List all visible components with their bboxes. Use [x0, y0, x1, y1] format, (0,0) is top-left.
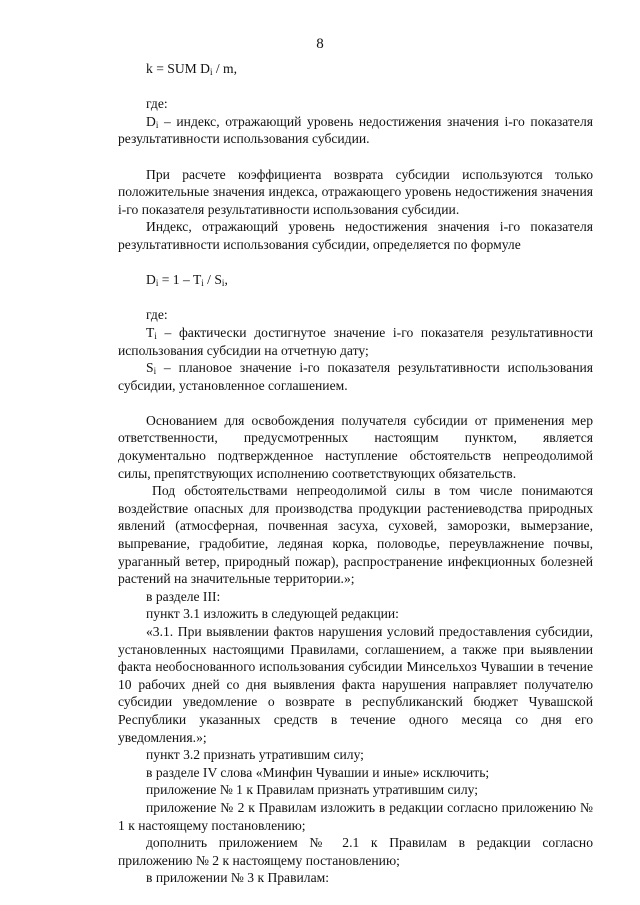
paragraph-text: – фактически достигнутое значение i-го показателя результативности использования субсидии на отчетную дату;	[118, 324, 593, 358]
paragraph-text: = 1 – T	[158, 272, 202, 288]
paragraph-text: где:	[146, 307, 168, 323]
document-body	[118, 60, 593, 887]
paragraph	[118, 746, 593, 764]
paragraph	[118, 781, 593, 799]
paragraph-text: S	[146, 360, 154, 376]
paragraph-text: k = SUM D	[146, 61, 210, 76]
paragraph	[118, 60, 593, 78]
paragraph-text: Основанием для освобождения получателя субсидии от применения мер ответственности, предусмотренных настоящим пунктом, является документально подтвержденное наступление обстоятельств непреодолимой силы, препятствующих исполнению соответствующих обязательств.	[118, 412, 593, 481]
paragraph-text: в разделе III:	[146, 588, 221, 604]
paragraph-text: D	[146, 272, 156, 288]
paragraph-text: – плановое значение i-го показателя результативности использования субсидии, установленное соглашением.	[118, 360, 593, 393]
paragraph	[118, 834, 593, 869]
paragraph	[118, 359, 593, 394]
subscript: i	[153, 366, 157, 377]
paragraph-text: Под обстоятельствами непреодолимой силы в том числе понимаются воздействие опасных для производства продукции растениеводства природных явлений (атмосферная, почвенная засуха, суховей, заморозки, вымерзание, выпревание, градобитие, ледяная корка, половодье, переувлажнение почвы, ураганный ветер, природный пожар), распространение инфекционных болезней растений на значительные территории.»;	[118, 483, 593, 587]
paragraph-text: приложение № 2 к Правилам изложить в редакции согласно приложению № 1 к настоящему постановлению;	[118, 799, 593, 833]
subscript: i	[221, 278, 225, 289]
paragraph	[118, 412, 593, 482]
paragraph-text: приложение № 1 к Правилам признать утратившим силу;	[146, 782, 478, 798]
paragraph-text: T	[146, 324, 155, 340]
subscript: i	[201, 278, 204, 289]
paragraph-text: ,	[224, 272, 228, 288]
paragraph	[118, 799, 593, 834]
paragraph	[118, 324, 593, 359]
paragraph	[118, 113, 593, 148]
paragraph-text: – индекс, отражающий уровень недостижения значения i-го показателя результативности использования субсидии.	[118, 113, 593, 147]
paragraph	[118, 869, 593, 887]
paragraph	[118, 95, 593, 113]
paragraph-text: пункт 3.1 изложить в следующей редакции:	[146, 606, 399, 622]
subscript: i	[154, 330, 157, 341]
paragraph-text: где:	[146, 96, 168, 112]
blank-line	[118, 394, 593, 412]
subscript: i	[209, 67, 213, 77]
paragraph-text: «3.1. При выявлении фактов нарушения условий предоставления субсидии, установленных настоящими Правилами, соглашением, а также при выявлении факта необоснованного использования субсидии Минсельхоз Чувашии в течение 10 рабочих дней со дня выявления факта нарушения направляет получателю субсидии уведомление о возврате в республиканский бюджет Чувашской Республики указанных средств в течение одного месяца со дня его уведомления.»;	[118, 624, 593, 745]
paragraph-text: в приложении № 3 к Правилам:	[146, 870, 329, 886]
paragraph	[118, 588, 593, 606]
paragraph-text: D	[146, 113, 156, 129]
blank-line	[118, 78, 593, 96]
subscript: i	[155, 278, 159, 289]
paragraph-text: в разделе IV слова «Минфин Чувашии и иные» исключить;	[146, 764, 490, 780]
paragraph-text: / S	[203, 272, 222, 288]
page-number: 8	[316, 36, 324, 52]
paragraph	[118, 623, 593, 746]
blank-line	[118, 289, 593, 307]
paragraph	[118, 764, 593, 782]
blank-line	[118, 254, 593, 272]
paragraph-text: / m,	[212, 61, 238, 76]
paragraph	[118, 218, 593, 253]
paragraph-text: Индекс, отражающий уровень недостижения значения i-го показателя результативности использования субсидии, определяется по формуле	[118, 219, 593, 252]
paragraph	[118, 306, 593, 324]
paragraph	[118, 166, 593, 219]
paragraph	[118, 271, 593, 289]
blank-line	[118, 148, 593, 166]
paragraph	[118, 482, 593, 588]
paragraph	[118, 605, 593, 623]
paragraph-text: При расчете коэффициента возврата субсидии используются только положительные значения индекса, отражающего уровень недостижения значения i-го показателя результативности использования субсидии.	[118, 166, 593, 217]
subscript: i	[155, 119, 159, 130]
paragraph-text: дополнить приложением № 2.1 к Правилам в редакции согласно приложению № 2 к настоящему постановлению;	[118, 835, 593, 868]
paragraph-text: пункт 3.2 признать утратившим силу;	[146, 747, 364, 763]
